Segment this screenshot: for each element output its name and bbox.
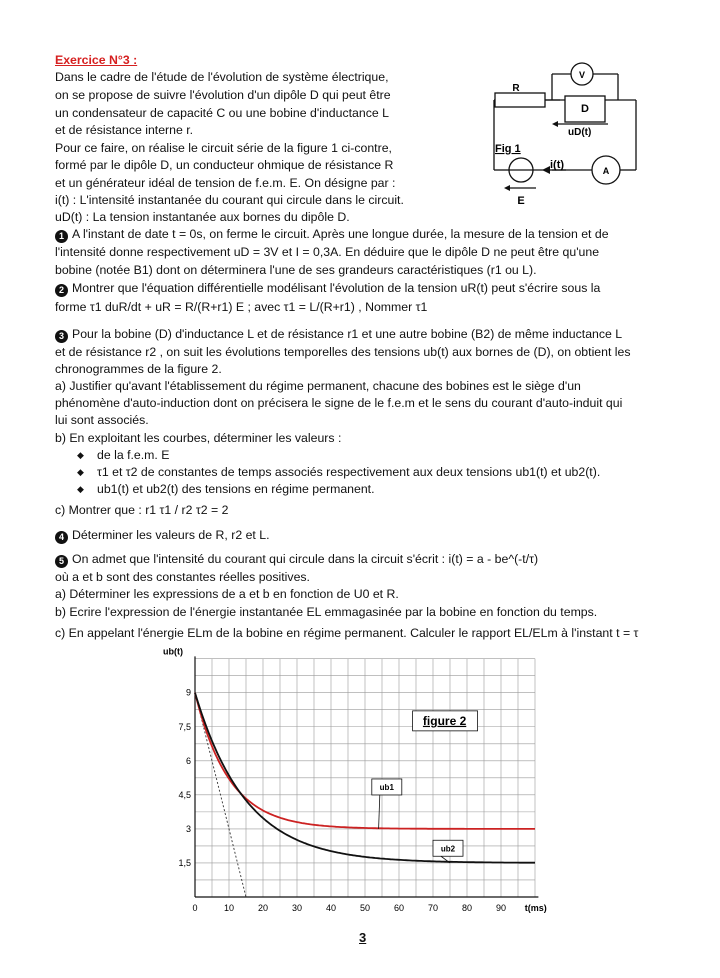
y-tick-label: 6 — [185, 755, 191, 766]
circuit-figure-1 — [480, 60, 650, 210]
x-tick-label: 30 — [291, 903, 303, 913]
q3-line: phénomène d'auto-induction dont on précisera le signe de le f.e.m et le sens du courant d'auto-induit qui — [55, 396, 623, 410]
x-tick-label: 80 — [461, 903, 473, 913]
q3-line: b) En exploitant les courbes, déterminer les valeurs : — [55, 431, 342, 445]
q3-line: lui sont associés. — [55, 413, 149, 427]
q5-line: c) En appelant l'énergie ELm de la bobine en régime permanent. Calculer le rapport EL/ELm à l'instant t = τ — [55, 626, 639, 640]
x-tick-label: 0 — [192, 903, 198, 913]
y-axis-label: ub(t) — [163, 646, 183, 657]
y-tick-label: 1,5 — [178, 857, 191, 868]
ud-label: uD(t) — [568, 127, 592, 138]
x-tick-label: 10 — [223, 903, 235, 913]
intro-line: un condensateur de capacité C ou une bobine d'inductance L — [55, 106, 389, 120]
q1-number-icon: 1 — [55, 230, 68, 243]
q2-formula: forme τ1 duR/dt + uR = R/(R+r1) E ; avec τ1 = L/(R+r1) , Nommer τ1 — [55, 300, 428, 314]
series-label: ub1 — [379, 782, 394, 792]
q5-line: où a et b sont des constantes réelles positives. — [55, 570, 310, 584]
q3-number-icon: 3 — [55, 330, 68, 343]
q1-line: 1 A l'instant de date t = 0s, on ferme le circuit. Après une longue durée, la mesure de la tension et de — [55, 226, 609, 243]
q3c-line: c) Montrer que : r1 τ1 / r2 τ2 = 2 — [55, 503, 229, 517]
page-number: 3 — [359, 930, 367, 945]
q4-number-icon: 4 — [55, 531, 68, 544]
q3-line: et de résistance r2 , on suit les évolutions temporelles des tensions ub(t) aux bornes de (D), on obtient les — [55, 345, 631, 359]
intro-line: et un générateur idéal de tension de f.e.m. E. On désigne par : — [55, 176, 396, 190]
x-tick-label: 60 — [393, 903, 405, 913]
series-label: ub2 — [440, 844, 456, 854]
intro-line: uD(t) : La tension instantanée aux bornes du dipôle D. — [55, 210, 350, 224]
q1-line: bobine (notée B1) dont on déterminera l'une de ses grandeurs caractéristiques (r1 ou L). — [55, 263, 537, 277]
y-tick-label: 4,5 — [178, 789, 191, 800]
q3b-item: ub1(t) et ub2(t) des tensions en régime permanent. — [97, 482, 375, 496]
q1-line: l'intensité donne respectivement uD = 3V et I = 0,3A. En déduire que le dipôle D ne peut être qu'une — [55, 245, 600, 259]
x-tick-label: 20 — [257, 903, 269, 913]
current-label: i(t) — [550, 159, 565, 171]
q5-number-icon: 5 — [55, 555, 68, 568]
intro-line: Pour ce faire, on réalise le circuit série de la figure 1 ci-contre, — [55, 141, 392, 155]
x-axis-label: t(ms) — [524, 903, 547, 913]
dipole-label: D — [581, 103, 589, 115]
x-tick-label: 40 — [325, 903, 337, 913]
intro-line: formé par le dipôle D, un conducteur ohmique de résistance R — [55, 158, 394, 172]
bullet-icon: ◆ — [77, 484, 84, 494]
emf-label: E — [517, 195, 525, 207]
y-tick-label: 9 — [185, 687, 191, 698]
fig1-label: Fig 1 — [495, 143, 521, 155]
figure-2-chart — [150, 645, 560, 920]
x-tick-label: 90 — [495, 903, 507, 913]
bullet-icon: ◆ — [77, 450, 84, 460]
exercise-title: Exercice N°3 : — [55, 53, 138, 67]
x-tick-label: 70 — [427, 903, 439, 913]
intro-line: i(t) : L'intensité instantanée du courant qui circule dans le circuit. — [55, 193, 404, 207]
q5-line: 5 On admet que l'intensité du courant qui circule dans la circuit s'écrit : i(t) = a - be^(-t/τ) — [55, 551, 538, 568]
chart-title: figure 2 — [422, 713, 467, 728]
intro-line: Dans le cadre de l'étude de l'évolution de système électrique, — [55, 70, 389, 84]
y-tick-label: 7,5 — [178, 721, 191, 732]
q3-line: a) Justifier qu'avant l'établissement du régime permanent, chacune des bobines est le siège d'un — [55, 379, 581, 393]
voltmeter-label: V — [578, 70, 586, 80]
q2-line: 2 Montrer que l'équation différentielle modélisant l'évolution de la tension uR(t) peut s'écrire sous la — [55, 280, 600, 297]
q3-line: 3 Pour la bobine (D) d'inductance L et de résistance r1 et une autre bobine (B2) de même inductance L — [55, 326, 622, 343]
q3b-item: de la f.e.m. E — [97, 448, 170, 462]
y-tick-label: 3 — [185, 823, 191, 834]
q3b-item: τ1 et τ2 de constantes de temps associés respectivement aux deux tensions ub1(t) et ub2(t). — [97, 465, 601, 479]
bullet-icon: ◆ — [77, 467, 84, 477]
q5-line: b) Ecrire l'expression de l'énergie instantanée EL emmagasinée par la bobine en fonction du temps. — [55, 605, 598, 619]
ammeter-label: A — [602, 166, 610, 176]
q3-line: chronogrammes de la figure 2. — [55, 362, 222, 376]
x-tick-label: 50 — [359, 903, 371, 913]
q5-line: a) Déterminer les expressions de a et b en fonction de U0 et R. — [55, 587, 399, 601]
resistor-label: R — [512, 83, 520, 94]
q4-line: 4 Déterminer les valeurs de R, r2 et L. — [55, 527, 270, 544]
q2-number-icon: 2 — [55, 284, 68, 297]
intro-line: et de résistance interne r. — [55, 123, 194, 137]
intro-line: on se propose de suivre l'évolution d'un dipôle D qui peut être — [55, 88, 391, 102]
